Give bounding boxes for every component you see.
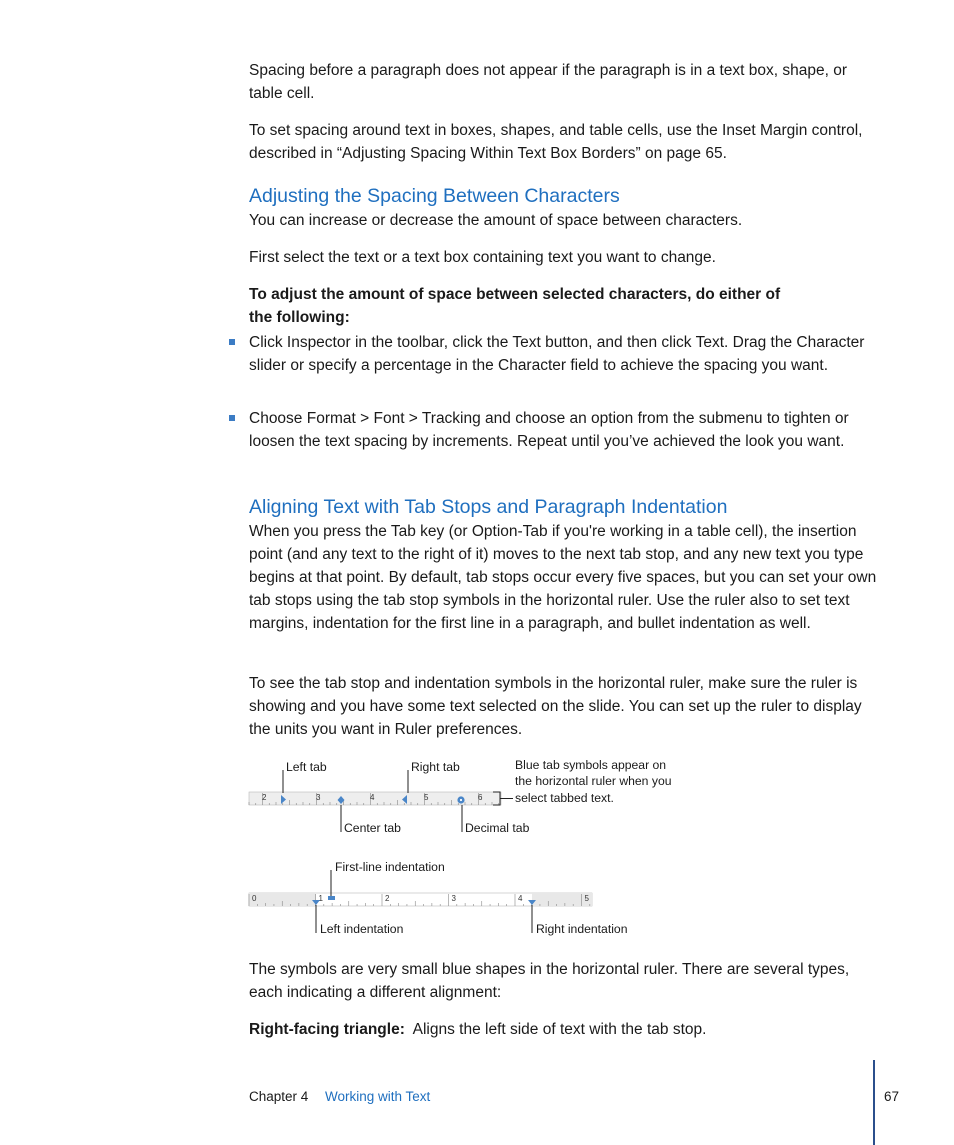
- ruler-2-number: 2: [385, 894, 390, 903]
- label-center-tab: Center tab: [344, 821, 401, 835]
- paragraph-spacing-note: Spacing before a paragraph does not appear if the paragraph is in a text box, shape, or table cell.: [249, 62, 848, 102]
- heading-spacing-between-characters: Adjusting the Spacing Between Characters: [249, 185, 620, 207]
- label-decimal-tab: Decimal tab: [465, 821, 530, 835]
- label-blue-note-2: the horizontal ruler when you: [515, 774, 672, 788]
- label-first-line-indentation: First-line indentation: [335, 860, 445, 874]
- ruler-2-number: 4: [518, 894, 523, 903]
- ruler-1-number: 6: [478, 793, 483, 802]
- paragraph-symbols-types: The symbols are very small blue shapes in the horizontal ruler. There are several types, each indicating a different alignment:: [249, 961, 850, 1001]
- label-right-tab: Right tab: [411, 760, 460, 774]
- first-line-indent-icon: [328, 896, 335, 900]
- ruler-1: [249, 770, 513, 832]
- definition-right-facing-triangle: [249, 1018, 879, 1041]
- paragraph-select-text: First select the text or a text box containing text you want to change.: [249, 249, 716, 266]
- footer-divider: [873, 1060, 875, 1145]
- ruler-1-number: 4: [370, 793, 375, 802]
- paragraph-tab-key: When you press the Tab key (or Option-Tab if you're working in a table cell), the insertion point (and any text to the right of it) moves to the next tab stop, and any new text you type begins at that point. By default, tab stops occur every five spaces, but you can set your own tab stops using the tab stop symbols in the horizontal ruler. Use the ruler also to set text margins, indentation for the first line in a paragraph, and bullet indentation as well.: [249, 523, 877, 632]
- label-left-tab: Left tab: [286, 760, 327, 774]
- task-heading-line-1: To adjust the amount of space between selected characters, do either of: [249, 286, 781, 303]
- heading-tab-stops: Aligning Text with Tab Stops and Paragraph Indentation: [249, 496, 728, 518]
- ruler-2: [249, 870, 592, 933]
- ruler-2-number: 0: [252, 894, 257, 903]
- footer-chapter: Chapter 4: [249, 1089, 309, 1104]
- ruler-1-number: 5: [424, 793, 429, 802]
- paragraph-see-symbols: To see the tab stop and indentation symbols in the horizontal ruler, make sure the ruler is showing and you have some text selected on the slide. You can set up the ruler to display the units you want in Ruler preferences.: [249, 675, 862, 738]
- ruler-1-number: 2: [262, 793, 267, 802]
- task-heading-line-2: the following:: [249, 309, 350, 326]
- label-left-indentation: Left indentation: [320, 922, 404, 936]
- footer-section-link[interactable]: Working with Text: [325, 1089, 431, 1104]
- bullet-item-tracking: Choose Format > Font > Tracking and choose an option from the submenu to tighten or loosen the text spacing by increments. Repeat until you’ve achieved the look you want.: [249, 410, 849, 450]
- definition-text: Aligns the left side of text with the tab stop.: [412, 1021, 707, 1038]
- bullet-item-inspector: Click Inspector in the toolbar, click the Text button, and then click Text. Drag the Character slider or specify a percentage in the Character field to achieve the spacing you want.: [249, 334, 865, 374]
- ruler-1-number: 3: [316, 793, 321, 802]
- label-blue-note-3: select tabbed text.: [515, 791, 614, 805]
- ruler-2-number: 3: [451, 894, 456, 903]
- ruler-2-number: 5: [584, 894, 589, 903]
- page-number: 67: [884, 1089, 900, 1104]
- definition-term: Right-facing triangle:: [249, 1021, 405, 1038]
- ruler-2-number: 1: [318, 894, 323, 903]
- label-right-indentation: Right indentation: [536, 922, 628, 936]
- paragraph-inset-margin: To set spacing around text in boxes, shapes, and table cells, use the Inset Margin control, described in “Adjusting Spacing Within Text Box Borders” on page 65.: [249, 122, 863, 162]
- label-blue-note-1: Blue tab symbols appear on: [515, 758, 667, 772]
- paragraph-increase-decrease: You can increase or decrease the amount of space between characters.: [249, 212, 743, 229]
